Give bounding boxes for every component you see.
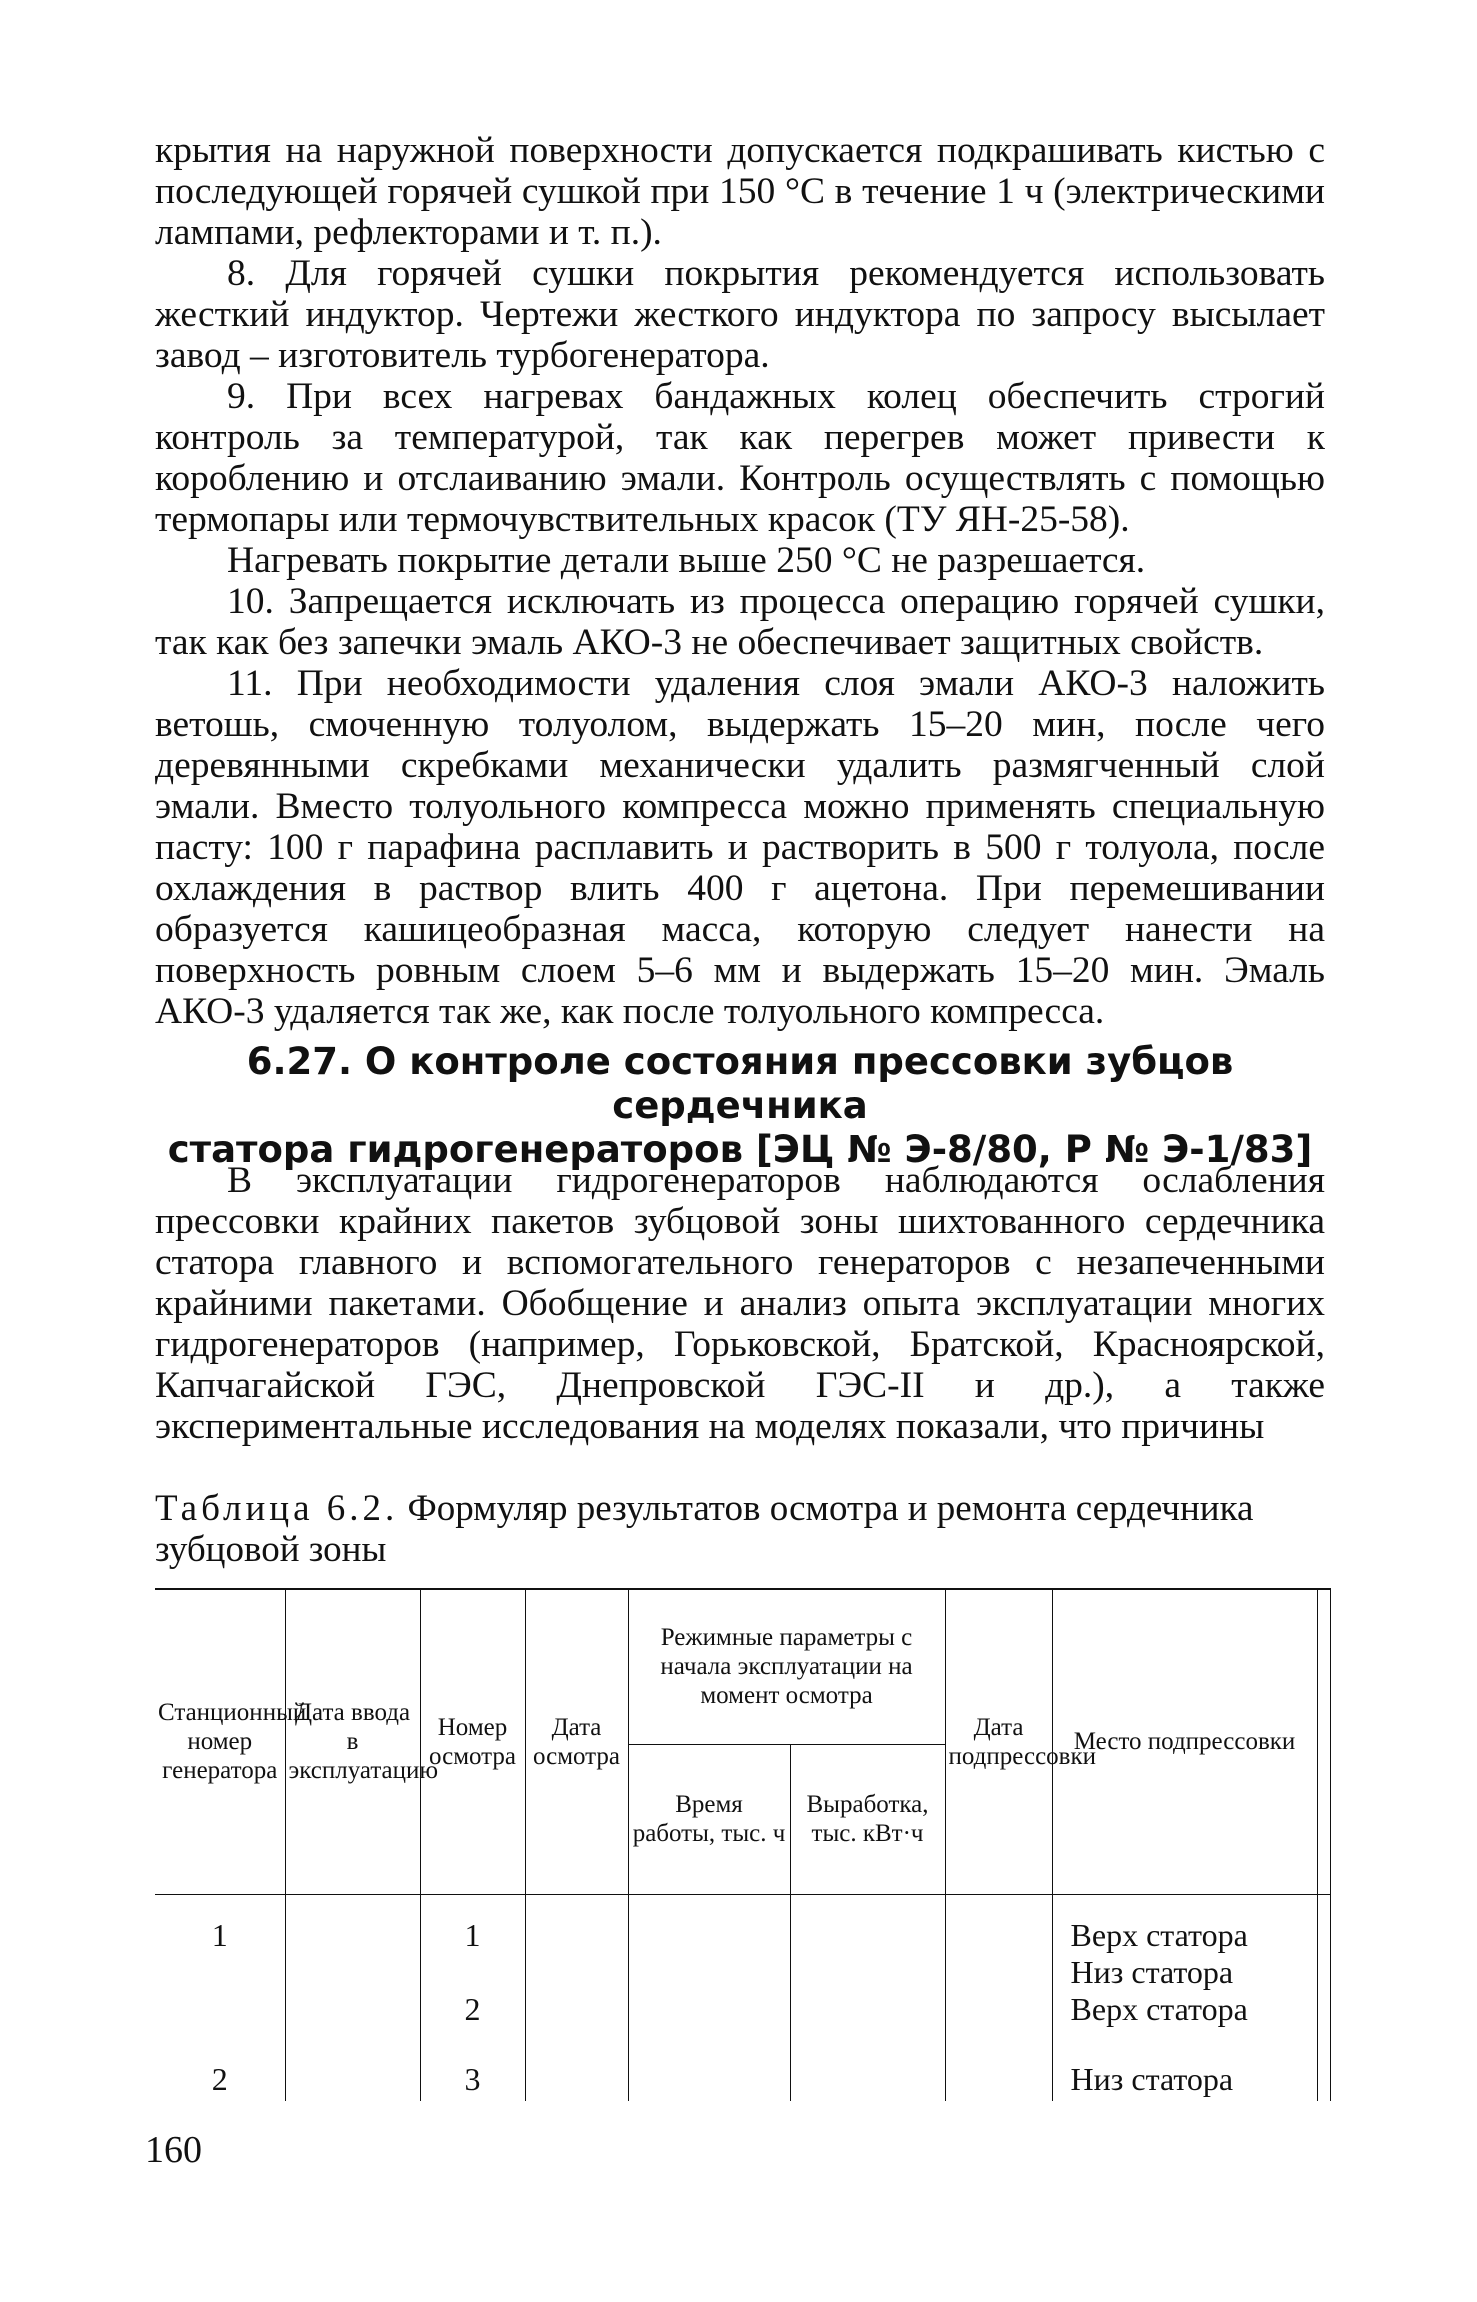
cell-station: 2 [155,2051,285,2101]
cell-repress-date [945,2051,1052,2101]
table-row [155,1991,1330,2051]
paragraph-item-10: 10. Запрещается исключать из процесса операцию горячей сушки, так как без запечки эмаль АКО-3 не обеспечивает защитных свойств. [155,581,1325,663]
cell-extra [1317,1954,1330,1991]
cell-inspection-number [420,1954,525,1991]
section-heading-line1: 6.27. О контроле состояния прессовки зубцов сердечника [246,1040,1234,1127]
cell-inspection-number: 2 [420,1991,525,2051]
cell-repress-date [945,1954,1052,1991]
cell-station [155,1954,285,1991]
table-caption-text: Формуляр результатов осмотра и ремонта сердечника зубцовой зоны [155,1488,1254,1570]
table-row [155,2051,1330,2101]
paragraph-item-8: 8. Для горячей сушки покрытия рекомендуется использовать жесткий индуктор. Чертежи жесткого индуктора по запросу высылает завод – изготовитель турбогенератора. [155,253,1325,376]
paragraph-temperature-note: Нагревать покрытие детали выше 250 °С не разрешается. [227,540,1146,581]
header-mode-parameters: Режимные параметры с начала эксплуатации на момент осмотра [628,1589,945,1744]
paragraph-continuation: крытия на наружной поверхности допускается подкрашивать кистью с последующей горячей сушкой при 150 °С в течение 1 ч (электрическими лампами, рефлекторами и т. п.). [155,130,1325,253]
header-output: Выработка, тыс. кВт·ч [790,1744,945,1894]
cell-station: 1 [155,1894,285,1954]
cell-extra [1317,1991,1330,2051]
section-heading-line2: статора гидрогенераторов [ЭЦ № Э-8/80, Р № Э-1/83] [167,1128,1313,1171]
cell-repress-place: Верх статора [1052,1991,1317,2051]
page-number: 160 [145,2129,202,2171]
cell-extra [1317,1894,1330,1954]
cell-operating-time [628,2051,790,2101]
paragraph-item-9: 9. При всех нагревах бандажных колец обеспечить строгий контроль за температурой, так как перегрев может привести к короблению и отслаиванию эмали. Контроль осуществлять с помощью термопары или термочувствительных красок (ТУ ЯН-25-58). [155,376,1325,540]
header-inspection-number: Номер осмотра [420,1589,525,1894]
cell-output [790,1954,945,1991]
header-operating-time: Время работы, тыс. ч [628,1744,790,1894]
cell-repress-place: Верх статора [1052,1894,1317,1954]
header-inspection-date: Дата осмотра [525,1589,628,1894]
paragraph-item-11: 11. При необходимости удаления слоя эмали АКО-3 наложить ветошь, смоченную толуолом, выдержать 15–20 мин, после чего деревянными скребками механически удалить размягченный слой эмали. Вместо толуольного компресса можно применять специальную пасту: 100 г парафина расплавить и растворить в 500 г толуола, после охлаждения в раствор влить 400 г ацетона. При перемешивании образуется кашицеобразная масса, которую следует нанести на поверхность ровным слоем 5–6 мм и выдержать 15–20 мин. Эмаль АКО-3 удаляется так же, как после толуольного компресса. [155,663,1325,1032]
cell-extra [1317,2051,1330,2101]
inspection-table-wrapper [155,1588,1330,2101]
cell-repress-place: Низ статора [1052,1954,1317,1991]
header-extra-column [1317,1589,1330,1894]
header-commission-date: Дата ввода в эксплуатацию [285,1589,420,1894]
cell-inspection-number: 3 [420,2051,525,2101]
header-repress-date: Дата подпрессовки [945,1589,1052,1894]
cell-repress-date [945,1991,1052,2051]
cell-operating-time [628,1894,790,1954]
cell-station [155,1991,285,2051]
cell-commission-date [285,2051,420,2101]
header-station-number: Станционный номер генератора [155,1589,285,1894]
cell-commission-date [285,1954,420,1991]
cell-operating-time [628,1991,790,2051]
cell-inspection-number: 1 [420,1894,525,1954]
section-heading [155,1040,1325,1172]
top-paragraphs [155,130,1325,1032]
cell-inspection-date [525,1954,628,1991]
cell-inspection-date [525,2051,628,2101]
header-repress-place: Место подпрессовки [1052,1589,1317,1894]
section-body-paragraph: В эксплуатации гидрогенераторов наблюдаются ослабления прессовки крайних пакетов зубцовой зоны шихтованного сердечника статора главного и вспомогательного генераторов с незапеченными крайними пакетами. Обобщение и анализ опыта эксплуатации многих гидрогенераторов (например, Горьковской, Братской, Красноярской, Капчагайской ГЭС, Днепровской ГЭС-II и др.), а также экспериментальные исследования на моделях показали, что причины [155,1160,1325,1447]
cell-inspection-date [525,1991,628,2051]
table-row [155,1954,1330,1991]
cell-commission-date [285,1991,420,2051]
cell-operating-time [628,1954,790,1991]
table-row [155,1894,1330,1954]
table-caption-label: Таблица 6.2. [155,1488,399,1529]
cell-repress-place: Низ статора [1052,2051,1317,2101]
cell-commission-date [285,1894,420,1954]
cell-output [790,2051,945,2101]
cell-output [790,1991,945,2051]
cell-repress-date [945,1894,1052,1954]
inspection-table [155,1588,1331,2101]
table-caption [155,1488,1325,1570]
cell-inspection-date [525,1894,628,1954]
cell-output [790,1894,945,1954]
section-body [155,1160,1325,1447]
